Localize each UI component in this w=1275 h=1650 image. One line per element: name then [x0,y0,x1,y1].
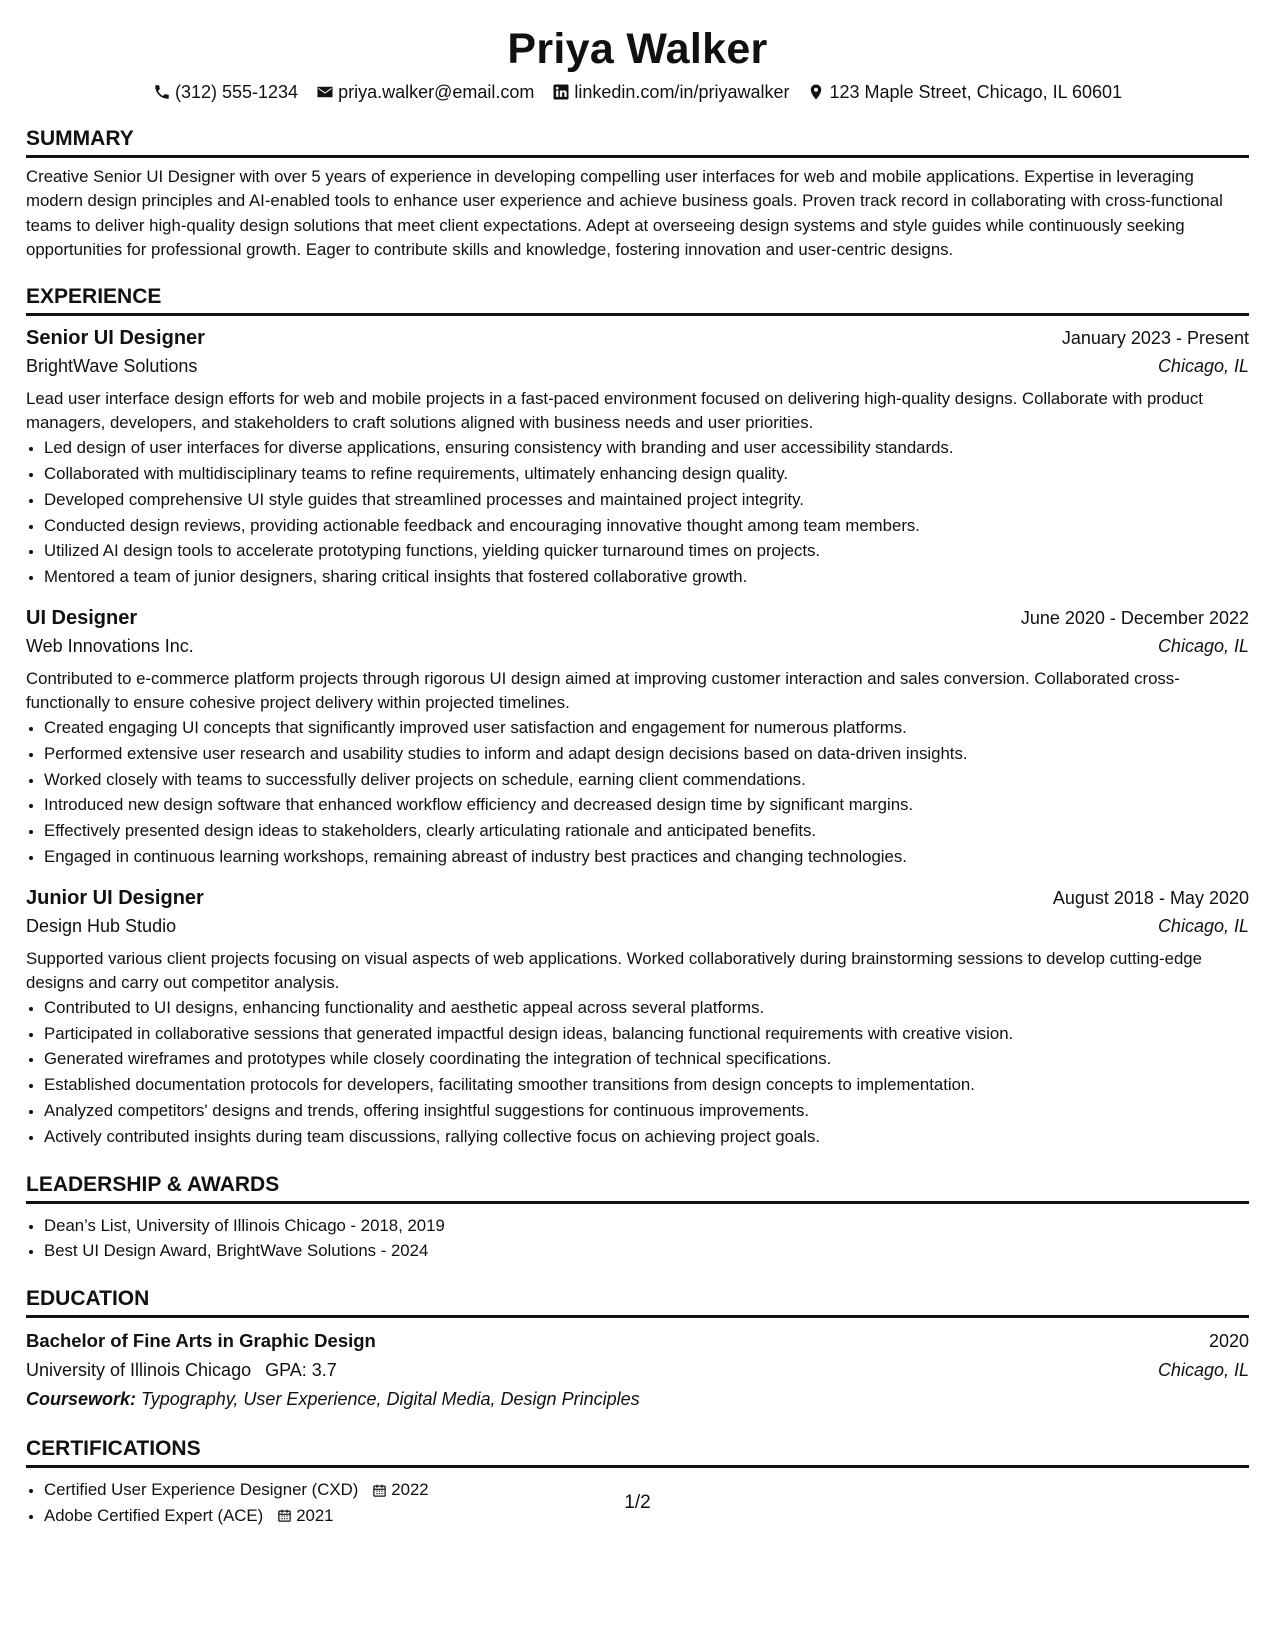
list-item: • Analyzed competitors' designs and trends, offering insightful suggestions for continuous improvements. [44,1098,1249,1124]
section-title-certifications: CERTIFICATIONS [26,1436,1249,1468]
address-text: 123 Maple Street, Chicago, IL 60601 [829,82,1123,102]
list-item: • Developed comprehensive UI style guides that streamlined processes and maintained project integrity. [44,487,1249,513]
cert-name: • Certified User Experience Designer (CXD) [44,1480,359,1500]
education-entry [26,1326,1249,1414]
awards-list [26,1213,1249,1265]
job-bullets [26,995,1249,1150]
section-title-experience: EXPERIENCE [26,284,1249,316]
list-item: • Best UI Design Award, BrightWave Solutions - 2024 [44,1238,1249,1264]
cert-year: 2022 [391,1480,429,1500]
linkedin-icon [552,83,570,101]
list-item: • Collaborated with multidisciplinary teams to refine requirements, ultimately enhancing design quality. [44,461,1249,487]
list-item: • Led design of user interfaces for diverse applications, ensuring consistency with branding and user accessibility standards. [44,435,1249,461]
contact-phone [153,80,298,104]
list-item: • Participated in collaborative sessions that generated impactful design ideas, balancing functional requirements with creative vision. [44,1021,1249,1047]
email-text[interactable]: priya.walker@email.com [338,82,535,102]
job-location: Chicago, IL [1157,915,1249,936]
cert-year: 2021 [296,1505,334,1525]
list-item: • Performed extensive user research and usability studies to inform and adapt design decisions based on data-driven insights. [44,741,1249,767]
education-section [26,1286,1249,1414]
page-number: 1/2 [624,1492,651,1513]
job-description: Supported various client projects focusing on visual aspects of web applications. Worked collaboratively during brainstorming sessions to develop cutting-edge designs and carry out competitor analysis. [26,948,1202,992]
company-name: BrightWave Solutions [26,356,198,377]
job-title: Junior UI Designer [26,886,204,909]
list-item: • Established documentation protocols for developers, facilitating smoother transitions from design concepts to implementation. [44,1072,1249,1098]
coursework-list: Typography, User Experience, Digital Media, Design Principles [141,1389,640,1410]
job-location: Chicago, IL [1157,356,1249,377]
list-item: • Worked closely with teams to successfully deliver projects on schedule, earning client commendations. [44,767,1249,793]
gpa: GPA: 3.7 [265,1360,337,1381]
list-item: • Generated wireframes and prototypes while closely coordinating the integration of technical specifications. [44,1046,1249,1072]
section-title-summary: SUMMARY [26,126,1249,158]
cert-name: • Adobe Certified Expert (ACE) [44,1505,264,1525]
job-bullets [26,715,1249,870]
job-location: Chicago, IL [1157,635,1249,656]
school-name: University of Illinois Chicago [26,1360,252,1381]
coursework-label: Coursework: [26,1389,137,1410]
section-title-education: EDUCATION [26,1286,1249,1318]
list-item: • Conducted design reviews, providing actionable feedback and encouraging innovative thought among team members. [44,513,1249,539]
list-item: • Mentored a team of junior designers, sharing critical insights that fostered collaborative growth. [44,564,1249,590]
leadership-section [26,1172,1249,1265]
coursework [26,1385,1249,1414]
contact-address [807,80,1122,104]
job-entry [26,884,1249,1150]
degree-name: Bachelor of Fine Arts in Graphic Design [26,1330,376,1352]
job-bullets [26,435,1249,590]
list-item: • Contributed to UI designs, enhancing functionality and aesthetic appeal across several platforms. [44,995,1249,1021]
list-item: • Utilized AI design tools to accelerate prototyping functions, yielding quicker turnaround times on projects. [44,538,1249,564]
certifications-section [26,1436,1249,1529]
list-item: • Effectively presented design ideas to stakeholders, clearly articulating rationale and anticipated benefits. [44,818,1249,844]
company-name: Design Hub Studio [26,915,177,936]
candidate-name: Priya Walker [507,25,768,73]
graduation-year: 2020 [1208,1331,1249,1352]
job-dates: January 2023 - Present [1061,328,1249,349]
list-item: • Created engaging UI concepts that significantly improved user satisfaction and engagement for numerous platforms. [44,715,1249,741]
phone-icon [153,83,171,101]
location-pin-icon [807,83,825,101]
job-entry [26,324,1249,590]
list-item: • Dean’s List, University of Illinois Chicago - 2018, 2019 [44,1213,1249,1239]
school-location: Chicago, IL [1157,1360,1249,1381]
job-description: Lead user interface design efforts for web and mobile projects in a fast-paced environment focused on delivering high-quality designs. Collaborate with product managers, developers, and stakeholders to craft solutions aligned with business needs and user priorities. [26,389,1203,433]
section-title-leadership: LEADERSHIP & AWARDS [26,1172,1249,1204]
job-title: Senior UI Designer [26,327,205,350]
list-item: • Engaged in continuous learning workshops, remaining abreast of industry best practices and changing technologies. [44,844,1249,870]
job-entry [26,604,1249,870]
contact-linkedin[interactable] [552,80,789,104]
company-name: Web Innovations Inc. [26,635,194,656]
experience-section [26,284,1249,1149]
phone-text: (312) 555-1234 [174,82,299,102]
linkedin-text[interactable]: linkedin.com/in/priyawalker [574,82,790,102]
list-item: • Actively contributed insights during team discussions, rallying collective focus on achieving project goals. [44,1124,1249,1150]
contact-bar [26,80,1249,104]
summary-text: Creative Senior UI Designer with over 5 years of experience in developing compelling user interfaces for web and mobile applications. Expertise in leveraging modern design principles and AI-enabled tools to enhance user experience and achieve business goals. Proven track record in collaborating with cross-functional teams to deliver high-quality design solutions that meet client expectations. Adept at overseeing design systems and style guides while continuously seeking opportunities for professional growth. Eager to contribute skills and knowledge, fostering innovation and user-centric designs. [26,167,1223,259]
job-description: Contributed to e-commerce platform projects through rigorous UI design aimed at improving customer interaction and sales conversion. Collaborated cross-functionally to ensure cohesive project delivery within projected timelines. [26,668,1180,712]
job-dates: June 2020 - December 2022 [1020,607,1249,628]
contact-email[interactable] [316,80,534,104]
job-dates: August 2018 - May 2020 [1052,887,1249,908]
email-icon [316,83,334,101]
list-item: • Introduced new design software that enhanced workflow efficiency and decreased design time by significant margins. [44,792,1249,818]
job-title: UI Designer [26,606,138,629]
summary-section [26,126,1249,262]
